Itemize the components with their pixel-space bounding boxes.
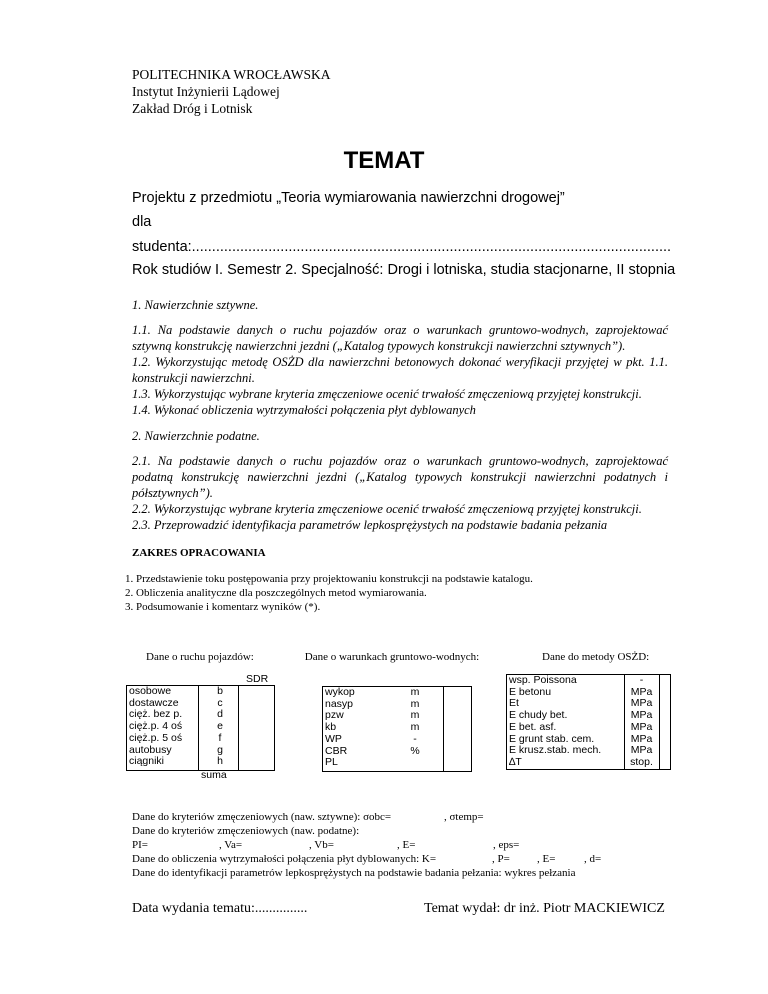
osjd-table [506,674,671,770]
issued-by: Temat wydał: dr inż. Piotr MACKIEWICZ [424,901,665,916]
traffic-codes [213,686,227,768]
param-vb: , Vb= [309,839,334,851]
param-e2: , E= [537,853,556,865]
param-e: , E= [397,839,416,851]
traffic-table [126,685,275,771]
soil-table [322,686,472,772]
subject-for: dla [132,214,152,230]
section1-item-4: 1.4. Wykonać obliczenia wytrzymałości połączenia płyt dyblowanych [132,403,476,417]
section1-body [132,322,668,418]
traffic-row-code: h [217,755,223,768]
subject-line: Projektu z przedmiotu „Teoria wymiarowania nawierzchni drogowej” [132,190,565,206]
osjd-row-name: E grunt stab. cem. [509,732,595,745]
param-eps: , eps= [493,839,520,851]
osjd-row-name: wsp. Poissona [509,674,577,686]
param-creep: Dane do identyfikacji parametrów lepkosprężystych na podstawie badania pełzania: wykres pełzania [132,867,576,879]
osjd-row-unit: stop. [630,755,653,768]
soil-row-name: PL [325,756,338,769]
soil-row-unit: m [410,709,420,722]
soil-names [325,687,355,769]
traffic-divider [238,686,239,770]
soil-row-unit: % [410,744,420,757]
osjd-row-name: ∆T [509,755,522,768]
osjd-row-unit: MPa [630,709,653,722]
osjd-row-name: E betonu [509,685,552,698]
soil-row-name: nasyp [325,697,354,710]
osjd-row-unit: MPa [630,732,653,745]
section1-heading: 1. Nawierzchnie sztywne. [132,298,259,312]
soil-divider [443,687,444,771]
scope-list [118,572,678,614]
soil-row-unit: m [410,697,420,710]
param-va: , Va= [219,839,243,851]
traffic-row-name: autobusy [129,743,172,756]
section2-item-1: 2.1. Na podstawie danych o ruchu pojazdów oraz o warunkach gruntowo-wodnych, zaprojektować podatną konstrukcję nawierzchni jezdni („Katalog typowych konstrukcji nawierzchni podatnych i półsztywnych”). [132,454,668,500]
soil-heading: Dane o warunkach gruntowo-wodnych: [304,651,480,663]
university-name: POLITECHNIKA WROCŁAWSKA [132,67,331,82]
issue-date: Data wydania tematu:............... [132,901,308,916]
institute-name: Instytut Inżynierii Lądowej [132,84,280,99]
osjd-heading: Dane do metody OSŻD: [542,651,650,663]
traffic-row-name: cięż. bez p. [129,708,183,721]
traffic-row-code: c [217,696,223,709]
traffic-row-code: d [217,708,223,721]
soil-row-name: WP [325,732,342,745]
traffic-row-code: e [217,720,223,733]
osjd-row-unit: MPa [630,685,653,698]
osjd-units [624,675,659,769]
osjd-names [509,675,601,769]
soil-row-name: pzw [325,709,344,722]
soil-units [403,687,427,757]
osjd-row-name: E bet. asf. [509,720,557,733]
section2-item-2: 2.2. Wykorzystując wybrane kryteria zmęczeniowe ocenić trwałość zmęczeniową przyjętej konstrukcji. [132,502,642,516]
osjd-row-unit: MPa [630,744,653,757]
param-dowel: Dane do obliczenia wytrzymałości połączenia płyt dyblowanych: K= [132,853,437,865]
osjd-row-unit: MPa [630,720,653,733]
traffic-row-name: cięż.p. 5 oś [129,731,183,744]
header-block [132,66,331,117]
osjd-divider [659,675,660,769]
scope-heading: ZAKRES OPRACOWANIA [132,547,266,559]
soil-row-name: CBR [325,744,348,757]
traffic-row-name: osobowe [129,685,172,697]
osjd-row-name: Et [509,697,519,710]
osjd-row-unit: - [639,674,644,686]
traffic-row-name: dostawcze [129,696,179,709]
param-p: , P= [492,853,510,865]
params-block [132,810,692,880]
soil-row-name: wykop [325,686,355,698]
traffic-row-name: ciągniki [129,755,165,768]
scope-item: 1. Przedstawienie toku postępowania przy projektowaniu konstrukcji na podstawie katalogu. [136,572,678,586]
param-fatigue-rigid: Dane do kryteriów zmęczeniowych (naw. sztywne): σobc= [132,811,392,823]
study-info: Rok studiów I. Semestr 2. Specjalność: Drogi i lotniska, studia stacjonarne, II stopnia [132,262,676,278]
section2-item-3: 2.3. Przeprowadzić identyfikacja parametrów lepkosprężystych na podstawie badania pełzania [132,518,608,532]
traffic-row-code: b [217,685,223,697]
soil-row-unit: - [413,732,417,745]
param-fatigue-flexible: Dane do kryteriów zmęczeniowych (naw. podatne): [132,825,360,837]
section1-item-3: 1.3. Wykorzystując wybrane kryteria zmęczeniowe ocenić trwałość zmęczeniową przyjętej konstrukcji. [132,387,642,401]
sdr-label: SDR [246,673,269,685]
traffic-heading: Dane o ruchu pojazdów: [146,651,254,663]
osjd-row-unit: MPa [630,697,653,710]
osjd-row-name: E krusz.stab. mech. [509,744,602,757]
soil-row-name: kb [325,721,337,734]
param-pi: PI= [132,839,148,851]
traffic-divider [198,686,199,770]
section1-item-1: 1.1. Na podstawie danych o ruchu pojazdów oraz o warunkach gruntowo-wodnych, zaprojektować sztywną konstrukcję nawierzchni jezdni („Katalog typowych konstrukcji nawierzchni sztywnych”). [132,323,668,353]
department-name: Zakład Dróg i Lotnisk [132,101,253,116]
traffic-row-name: cięż.p. 4 oś [129,720,183,733]
osjd-row-name: E chudy bet. [509,709,568,722]
param-sigma-temp: , σtemp= [444,811,484,823]
student-line: studenta:....................................................................................................................... [132,239,672,255]
traffic-row-code: g [217,743,223,756]
sum-label: suma [201,769,227,781]
scope-item: 2. Obliczenia analityczne dla poszczególnych metod wymiarowania. [136,586,678,600]
section2-body [132,453,668,533]
page-title: TEMAT [343,147,425,174]
scope-item: 3. Podsumowanie i komentarz wyników (*). [136,600,678,614]
traffic-row-code: f [218,731,222,744]
soil-row-unit: m [410,686,420,698]
section2-heading: 2. Nawierzchnie podatne. [132,429,260,443]
param-d: , d= [584,853,602,865]
section1-item-2: 1.2. Wykorzystując metodę OSŻD dla nawierzchni betonowych dokonać weryfikacji przyjętej w pkt. 1.1. konstrukcji nawierzchni. [132,355,668,385]
traffic-names [129,686,182,768]
soil-row-unit: m [410,721,420,734]
